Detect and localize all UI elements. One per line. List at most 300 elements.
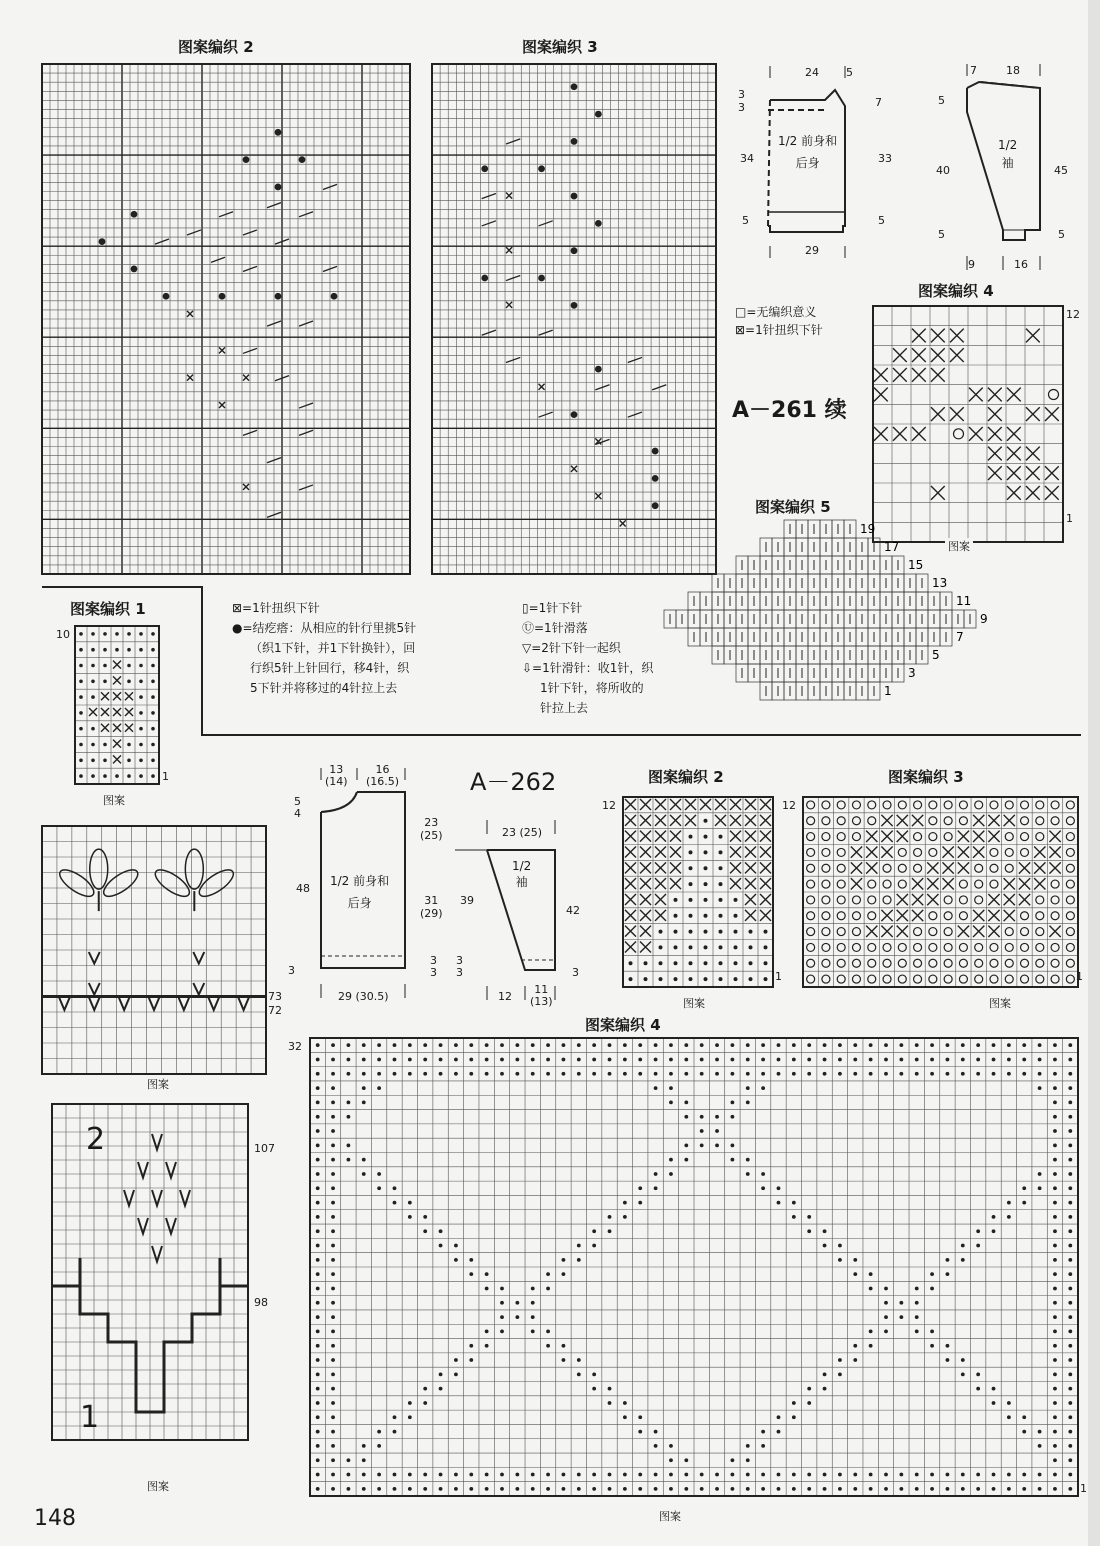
- purl-symbol: [807, 833, 815, 841]
- dot-symbol: [704, 977, 708, 981]
- dot-symbol: [127, 648, 131, 652]
- dot-symbol: [684, 1043, 688, 1047]
- dot-symbol: [1053, 1358, 1057, 1362]
- dot-symbol: [592, 1244, 596, 1248]
- dot-symbol: [746, 1058, 750, 1062]
- twist-symbol: [851, 878, 862, 889]
- dot-symbol: [454, 1473, 458, 1477]
- dot-symbol: [577, 1487, 581, 1491]
- dot-symbol: [331, 1487, 335, 1491]
- twist-symbol: [625, 799, 636, 810]
- dot-symbol: [439, 1473, 443, 1477]
- dot-symbol: [704, 898, 708, 902]
- dot-symbol: [704, 930, 708, 934]
- dot-symbol: [531, 1487, 535, 1491]
- a261-sleeve-bottom-right: 16: [1014, 258, 1028, 271]
- dot-symbol: [764, 930, 768, 934]
- twist-symbol: [655, 799, 666, 810]
- purl-symbol: [1021, 817, 1029, 825]
- purl-symbol: [975, 801, 983, 809]
- twist-symbol: [745, 894, 756, 905]
- chart5-row-label: 19: [860, 522, 876, 536]
- dot-symbol: [469, 1258, 473, 1262]
- dot-symbol: [362, 1086, 366, 1090]
- twist-symbol: [243, 484, 249, 490]
- dot-symbol: [946, 1473, 950, 1477]
- a261-sleeve-cap: 5: [938, 94, 945, 107]
- dot-symbol: [807, 1387, 811, 1391]
- dot-symbol: [469, 1473, 473, 1477]
- dot-symbol: [777, 1043, 781, 1047]
- dot-symbol: [853, 1072, 857, 1076]
- dot-symbol: [393, 1487, 397, 1491]
- dot-symbol: [1053, 1043, 1057, 1047]
- purl-symbol: [990, 880, 998, 888]
- twist-symbol: [640, 894, 651, 905]
- twist-symbol: [927, 878, 938, 889]
- a261-legend-main-1: ●=结疙瘩：从相应的针行里挑5针: [232, 621, 417, 635]
- a261-sleeve-left: 40: [936, 164, 950, 177]
- dot-symbol: [127, 680, 131, 684]
- twist-symbol: [874, 388, 888, 402]
- twist-symbol: [760, 815, 771, 826]
- twist-symbol: [625, 847, 636, 858]
- dot-symbol: [515, 1043, 519, 1047]
- dot-symbol: [546, 1058, 550, 1062]
- dot-symbol: [1053, 1215, 1057, 1219]
- dot-symbol: [1022, 1487, 1026, 1491]
- purl-symbol: [1005, 848, 1013, 856]
- a262-v-chart-number-2: 2: [86, 1122, 106, 1157]
- dot-symbol: [408, 1072, 412, 1076]
- dot-symbol: [485, 1287, 489, 1291]
- purl-symbol: [1036, 943, 1044, 951]
- purl-symbol: [929, 928, 937, 936]
- twist-symbol: [897, 831, 908, 842]
- dot-symbol: [838, 1072, 842, 1076]
- twist-symbol: [1007, 486, 1021, 500]
- dot-symbol: [485, 1330, 489, 1334]
- twist-symbol: [760, 910, 771, 921]
- dot-symbol: [700, 1143, 704, 1147]
- twist-symbol: [958, 862, 969, 873]
- dot-symbol: [546, 1043, 550, 1047]
- dot-symbol: [571, 138, 578, 145]
- purl-symbol: [807, 848, 815, 856]
- dot-symbol: [131, 266, 138, 273]
- dot-symbol: [689, 961, 693, 965]
- dot-symbol: [976, 1058, 980, 1062]
- dot-symbol: [946, 1487, 950, 1491]
- dot-symbol: [439, 1387, 443, 1391]
- v-symbol: [152, 1246, 162, 1262]
- dot-symbol: [592, 1058, 596, 1062]
- dot-symbol: [652, 448, 659, 455]
- twist-symbol: [655, 862, 666, 873]
- dot-symbol: [362, 1458, 366, 1462]
- dot-symbol: [1068, 1129, 1072, 1133]
- dot-symbol: [347, 1101, 351, 1105]
- purl-symbol: [1021, 848, 1029, 856]
- dot-symbol: [316, 1143, 320, 1147]
- purl-symbol: [837, 943, 845, 951]
- dot-symbol: [423, 1387, 427, 1391]
- dot-symbol: [454, 1358, 458, 1362]
- dot-symbol: [515, 1473, 519, 1477]
- purl-symbol: [807, 928, 815, 936]
- dot-symbol: [853, 1043, 857, 1047]
- flower-petal: [100, 865, 142, 901]
- purl-symbol: [929, 848, 937, 856]
- dot-symbol: [423, 1229, 427, 1233]
- purl-symbol: [944, 833, 952, 841]
- purl-symbol: [1066, 896, 1074, 904]
- dot-symbol: [103, 774, 107, 778]
- dot-symbol: [79, 648, 83, 652]
- twist-symbol: [897, 815, 908, 826]
- purl-symbol: [852, 943, 860, 951]
- dot-symbol: [623, 1043, 627, 1047]
- purl-symbol: [852, 817, 860, 825]
- dot-symbol: [761, 1058, 765, 1062]
- twist-symbol: [973, 926, 984, 937]
- purl-symbol: [837, 959, 845, 967]
- dot-symbol: [961, 1372, 965, 1376]
- dot-symbol: [746, 1158, 750, 1162]
- a261-body-shoulder: 7: [875, 96, 882, 109]
- purl-symbol: [975, 959, 983, 967]
- dot-symbol: [115, 648, 119, 652]
- dot-symbol: [1068, 1430, 1072, 1434]
- purl-symbol: [1051, 817, 1059, 825]
- twist-symbol: [625, 894, 636, 905]
- a261-legend-main-0: ⊠=1针扭织下针: [232, 601, 320, 615]
- dot-symbol: [654, 1444, 658, 1448]
- dot-symbol: [899, 1043, 903, 1047]
- dot-symbol: [115, 774, 119, 778]
- dot-symbol: [595, 220, 602, 227]
- twist-symbol: [912, 894, 923, 905]
- dot-symbol: [500, 1330, 504, 1334]
- dot-symbol: [531, 1058, 535, 1062]
- twist-symbol: [912, 348, 926, 362]
- a262-sleeve-rib-left-2: 3: [456, 966, 463, 979]
- dot-symbol: [377, 1186, 381, 1190]
- dot-symbol: [976, 1372, 980, 1376]
- dot-symbol: [807, 1215, 811, 1219]
- dot-symbol: [316, 1315, 320, 1319]
- dot-symbol: [331, 1086, 335, 1090]
- v-symbol: [59, 997, 70, 1010]
- twist-symbol: [973, 910, 984, 921]
- dot-symbol: [454, 1487, 458, 1491]
- a261-chart5-title: 图案编织 5: [755, 498, 831, 516]
- twist-symbol: [640, 942, 651, 953]
- a262-chart2-title: 图案编织 2: [648, 768, 724, 786]
- dot-symbol: [515, 1301, 519, 1305]
- twist-symbol: [912, 878, 923, 889]
- dot-symbol: [823, 1058, 827, 1062]
- purl-symbol: [822, 912, 830, 920]
- dot-symbol: [423, 1215, 427, 1219]
- dot-symbol: [700, 1473, 704, 1477]
- purl-symbol: [1066, 880, 1074, 888]
- dot-symbol: [608, 1473, 612, 1477]
- dot-symbol: [731, 1101, 735, 1105]
- dot-symbol: [689, 914, 693, 918]
- v-symbol: [89, 983, 100, 995]
- dot-symbol: [731, 1473, 735, 1477]
- dot-symbol: [992, 1058, 996, 1062]
- purl-symbol: [1049, 390, 1059, 400]
- dot-symbol: [1068, 1229, 1072, 1233]
- twist-symbol: [730, 799, 741, 810]
- dot-symbol: [500, 1287, 504, 1291]
- dot-symbol: [654, 1086, 658, 1090]
- purl-symbol: [1005, 943, 1013, 951]
- dot-symbol: [1068, 1058, 1072, 1062]
- dot-symbol: [362, 1172, 366, 1176]
- purl-symbol: [837, 833, 845, 841]
- purl-symbol: [883, 864, 891, 872]
- a261-sleeve-rib-left: 5: [938, 228, 945, 241]
- dot-symbol: [792, 1072, 796, 1076]
- dot-symbol: [546, 1272, 550, 1276]
- purl-symbol: [914, 975, 922, 983]
- dot-symbol: [976, 1229, 980, 1233]
- a262-chart4-row-bottom: 1: [1080, 1482, 1087, 1495]
- a262-sleeve-rib-right: 3: [572, 966, 579, 979]
- dot-symbol: [684, 1158, 688, 1162]
- dot-symbol: [684, 1487, 688, 1491]
- purl-symbol: [1066, 864, 1074, 872]
- dot-symbol: [331, 1215, 335, 1219]
- dot-symbol: [454, 1258, 458, 1262]
- dot-symbol: [1053, 1272, 1057, 1276]
- twist-symbol: [1034, 878, 1045, 889]
- purl-symbol: [807, 896, 815, 904]
- dot-symbol: [684, 1143, 688, 1147]
- dot-symbol: [362, 1487, 366, 1491]
- dot-symbol: [454, 1058, 458, 1062]
- dot-symbol: [1053, 1086, 1057, 1090]
- dot-symbol: [884, 1043, 888, 1047]
- dot-symbol: [316, 1487, 320, 1491]
- dot-symbol: [946, 1058, 950, 1062]
- dot-symbol: [331, 293, 338, 300]
- dot-symbol: [1068, 1330, 1072, 1334]
- purl-symbol: [868, 912, 876, 920]
- dot-symbol: [992, 1072, 996, 1076]
- dot-symbol: [915, 1473, 919, 1477]
- dot-symbol: [423, 1058, 427, 1062]
- purl-symbol: [1066, 801, 1074, 809]
- purl-symbol: [1066, 817, 1074, 825]
- dot-symbol: [669, 1101, 673, 1105]
- purl-symbol: [990, 943, 998, 951]
- twist-symbol: [958, 847, 969, 858]
- purl-symbol: [944, 912, 952, 920]
- dot-symbol: [362, 1473, 366, 1477]
- a262-body-right-bottom: 31 (29): [420, 894, 443, 920]
- dot-symbol: [316, 1244, 320, 1248]
- dot-symbol: [577, 1372, 581, 1376]
- a262-chart4-row-top: 32: [288, 1040, 302, 1053]
- dot-symbol: [992, 1473, 996, 1477]
- purl-symbol: [807, 880, 815, 888]
- purl-symbol: [852, 975, 860, 983]
- v-symbol: [208, 997, 219, 1010]
- purl-symbol: [959, 880, 967, 888]
- dot-symbol: [316, 1415, 320, 1419]
- twist-symbol: [730, 878, 741, 889]
- dot-symbol: [629, 961, 633, 965]
- dot-symbol: [884, 1487, 888, 1491]
- dot-symbol: [623, 1058, 627, 1062]
- dot-symbol: [500, 1315, 504, 1319]
- dot-symbol: [764, 961, 768, 965]
- purl-symbol: [852, 801, 860, 809]
- dot-symbol: [719, 835, 723, 839]
- dot-symbol: [331, 1244, 335, 1248]
- dot-symbol: [823, 1473, 827, 1477]
- twist-symbol: [950, 348, 964, 362]
- dot-symbol: [316, 1086, 320, 1090]
- dot-symbol: [823, 1072, 827, 1076]
- dot-symbol: [331, 1315, 335, 1319]
- page-number: 148: [34, 1506, 76, 1531]
- dot-symbol: [316, 1272, 320, 1276]
- dot-symbol: [362, 1058, 366, 1062]
- purl-symbol: [1005, 833, 1013, 841]
- page-edge: [1088, 0, 1100, 1546]
- twist-symbol: [881, 926, 892, 937]
- dot-symbol: [1038, 1186, 1042, 1190]
- twist-symbol: [760, 799, 771, 810]
- twist-symbol: [506, 193, 512, 199]
- purl-symbol: [1051, 801, 1059, 809]
- dot-symbol: [719, 882, 723, 886]
- a261-legend-top-1: ⊠=1针扭织下针: [735, 323, 823, 337]
- twist-symbol: [1026, 407, 1040, 421]
- dot-symbol: [331, 1201, 335, 1205]
- dot-symbol: [659, 977, 663, 981]
- dot-symbol: [103, 680, 107, 684]
- twist-symbol: [113, 692, 121, 700]
- dot-symbol: [331, 1287, 335, 1291]
- dot-symbol: [638, 1186, 642, 1190]
- twist-symbol: [1019, 862, 1030, 873]
- purl-symbol: [1036, 801, 1044, 809]
- dot-symbol: [853, 1358, 857, 1362]
- twist-symbol: [101, 708, 109, 716]
- purl-symbol: [822, 928, 830, 936]
- dot-symbol: [577, 1473, 581, 1477]
- dot-symbol: [316, 1401, 320, 1405]
- twist-symbol: [1007, 388, 1021, 402]
- dot-symbol: [79, 727, 83, 731]
- dot-symbol: [331, 1358, 335, 1362]
- dot-symbol: [377, 1043, 381, 1047]
- twist-symbol: [988, 466, 1002, 480]
- twist-symbol: [760, 847, 771, 858]
- dot-symbol: [331, 1415, 335, 1419]
- dot-symbol: [746, 1043, 750, 1047]
- dot-symbol: [500, 1043, 504, 1047]
- dot-symbol: [1053, 1372, 1057, 1376]
- dot-symbol: [500, 1058, 504, 1062]
- dot-symbol: [1068, 1086, 1072, 1090]
- dot-symbol: [531, 1315, 535, 1319]
- purl-symbol: [959, 975, 967, 983]
- dot-symbol: [331, 1458, 335, 1462]
- a261-sleeve-top-left: 7: [970, 64, 977, 77]
- dot-symbol: [899, 1473, 903, 1477]
- dot-symbol: [1038, 1072, 1042, 1076]
- dot-symbol: [275, 129, 282, 136]
- twist-symbol: [893, 348, 907, 362]
- purl-symbol: [1005, 975, 1013, 983]
- purl-symbol: [898, 848, 906, 856]
- dot-symbol: [674, 945, 678, 949]
- a261-body-right: 33: [878, 152, 892, 165]
- dot-symbol: [546, 1473, 550, 1477]
- dot-symbol: [316, 1430, 320, 1434]
- dot-symbol: [331, 1115, 335, 1119]
- purl-symbol: [975, 864, 983, 872]
- dot-symbol: [562, 1487, 566, 1491]
- dot-symbol: [838, 1258, 842, 1262]
- twist-symbol: [506, 247, 512, 253]
- twist-symbol: [670, 799, 681, 810]
- dot-symbol: [316, 1058, 320, 1062]
- purl-symbol: [883, 959, 891, 967]
- purl-symbol: [837, 801, 845, 809]
- dot-symbol: [1053, 1473, 1057, 1477]
- dot-symbol: [623, 1201, 627, 1205]
- dot-symbol: [347, 1473, 351, 1477]
- dot-symbol: [704, 945, 708, 949]
- flower-petal: [195, 865, 237, 901]
- purl-symbol: [1066, 833, 1074, 841]
- a261-legend-right-5: 针拉上去: [540, 701, 589, 715]
- twist-symbol: [931, 407, 945, 421]
- dot-symbol: [562, 1043, 566, 1047]
- purl-symbol: [852, 912, 860, 920]
- dot-symbol: [316, 1072, 320, 1076]
- dot-symbol: [347, 1072, 351, 1076]
- dot-symbol: [485, 1473, 489, 1477]
- twist-symbol: [760, 894, 771, 905]
- purl-symbol: [868, 943, 876, 951]
- twist-symbol: [655, 878, 666, 889]
- dot-symbol: [749, 977, 753, 981]
- dot-symbol: [715, 1115, 719, 1119]
- dot-symbol: [439, 1043, 443, 1047]
- dot-symbol: [1053, 1315, 1057, 1319]
- dot-symbol: [700, 1129, 704, 1133]
- dot-symbol: [1053, 1158, 1057, 1162]
- dot-symbol: [423, 1401, 427, 1405]
- dot-symbol: [946, 1344, 950, 1348]
- dot-symbol: [139, 695, 143, 699]
- dot-symbol: [127, 632, 131, 636]
- twist-symbol: [1049, 862, 1060, 873]
- twist-symbol: [931, 368, 945, 382]
- dot-symbol: [592, 1487, 596, 1491]
- dot-symbol: [469, 1058, 473, 1062]
- dot-symbol: [853, 1473, 857, 1477]
